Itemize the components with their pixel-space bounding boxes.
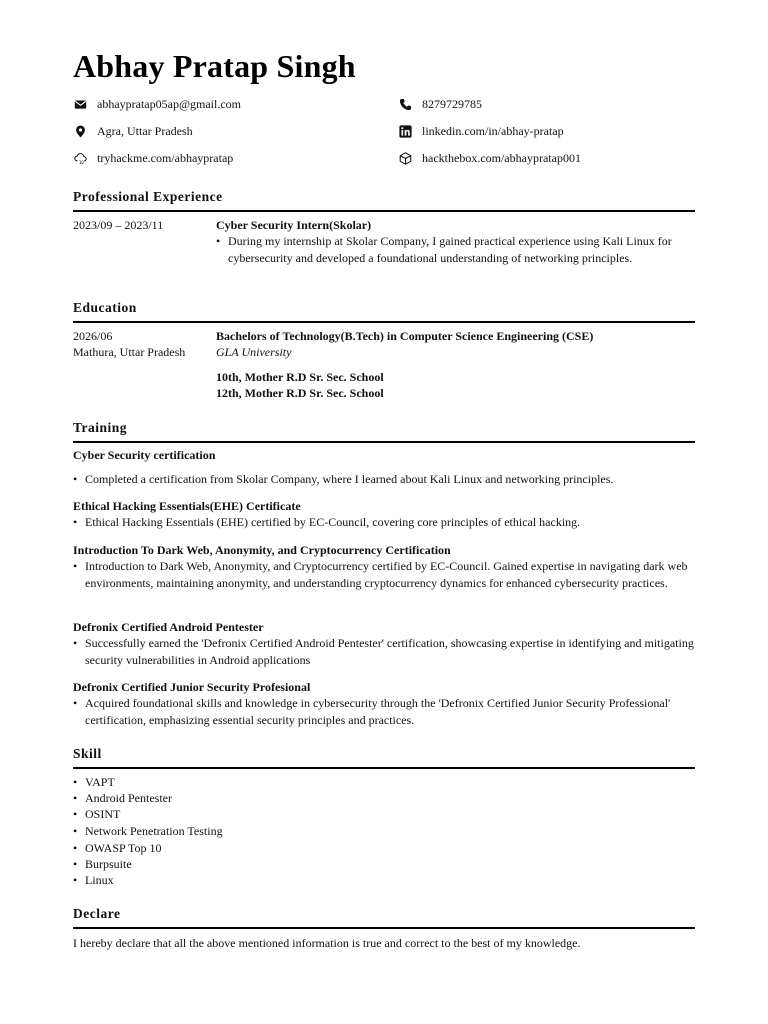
email-icon bbox=[73, 98, 87, 112]
contact-linkedin-text[interactable]: linkedin.com/in/abhay-pratap bbox=[422, 124, 564, 138]
bullet-dot: • bbox=[73, 873, 78, 887]
contact-location bbox=[73, 124, 193, 139]
bullet-dot: • bbox=[73, 559, 78, 573]
svg-text:10: 10 bbox=[78, 160, 84, 165]
bullet-dot: • bbox=[73, 824, 78, 838]
section-title-declare: Declare bbox=[73, 906, 695, 929]
bullet-dot: • bbox=[73, 775, 78, 789]
education-tenth: 10th, Mother R.D Sr. Sec. School bbox=[216, 370, 384, 384]
bullet-dot: • bbox=[73, 857, 78, 871]
skill-item bbox=[73, 856, 695, 873]
bullet-dot: • bbox=[216, 234, 221, 248]
education-place: Mathura, Uttar Pradesh bbox=[73, 345, 186, 359]
training-bullet-text: Completed a certification from Skolar Company, where I learned about Kali Linux and networking principles. bbox=[85, 472, 614, 486]
skill-item bbox=[73, 790, 695, 807]
bullet-dot: • bbox=[73, 515, 78, 529]
phone-icon bbox=[398, 98, 412, 112]
contact-linkedin bbox=[398, 124, 564, 139]
experience-bullet bbox=[216, 233, 695, 266]
skill-item-text: Linux bbox=[85, 873, 114, 887]
training-name: Cyber Security certification bbox=[73, 448, 216, 462]
training-bullet bbox=[73, 514, 695, 531]
skill-item bbox=[73, 823, 695, 840]
training-bullet-text: Acquired foundational skills and knowledge in cybersecurity through the 'Defronix Certified Junior Security Professional' certification, emphasizing essential security principles and practices. bbox=[85, 696, 671, 727]
training-bullet bbox=[73, 471, 695, 488]
bullet-dot: • bbox=[73, 696, 78, 710]
skill-item-text: OWASP Top 10 bbox=[85, 841, 162, 855]
location-icon bbox=[73, 125, 87, 139]
training-bullet bbox=[73, 635, 695, 668]
contact-tryhackme-text[interactable]: tryhackme.com/abhaypratap bbox=[97, 151, 234, 165]
skill-item-text: OSINT bbox=[85, 807, 121, 821]
bullet-dot: • bbox=[73, 841, 78, 855]
section-title-education: Education bbox=[73, 300, 695, 323]
bullet-dot: • bbox=[73, 791, 78, 805]
skill-item bbox=[73, 872, 695, 889]
section-title-experience: Professional Experience bbox=[73, 189, 695, 212]
training-bullet-text: Introduction to Dark Web, Anonymity, and Cryptocurrency certified by EC-Council. Gained expertise in navigating dark web environments, maintaining anonymity, and understanding cryptocurrency dynamics for enhanced cybersecurity practices. bbox=[85, 559, 688, 590]
contact-email-text: abhaypratap05ap@gmail.com bbox=[97, 97, 241, 111]
skill-item-text: Android Pentester bbox=[85, 791, 172, 805]
skill-item bbox=[73, 840, 695, 857]
contact-tryhackme bbox=[73, 151, 233, 166]
resume-name: Abhay Pratap Singh bbox=[73, 48, 356, 84]
training-name: Ethical Hacking Essentials(EHE) Certificate bbox=[73, 499, 301, 513]
bullet-dot: • bbox=[73, 472, 78, 486]
skill-item bbox=[73, 774, 695, 791]
skill-item-text: Network Penetration Testing bbox=[85, 824, 223, 838]
education-university: GLA University bbox=[216, 345, 292, 359]
skill-item-text: VAPT bbox=[85, 775, 115, 789]
training-bullet bbox=[73, 695, 695, 728]
experience-dates: 2023/09 – 2023/11 bbox=[73, 218, 164, 232]
education-degree: Bachelors of Technology(B.Tech) in Computer Science Engineering (CSE) bbox=[216, 329, 594, 343]
section-title-skill: Skill bbox=[73, 746, 695, 769]
contact-phone-text: 8279729785 bbox=[422, 97, 482, 111]
bullet-dot: • bbox=[73, 636, 78, 650]
bullet-dot: • bbox=[73, 807, 78, 821]
training-bullet-text: Ethical Hacking Essentials (EHE) certified by EC-Council, covering core principles of ethical hacking. bbox=[85, 515, 581, 529]
training-name: Defronix Certified Junior Security Profesional bbox=[73, 680, 311, 694]
training-name: Defronix Certified Android Pentester bbox=[73, 620, 264, 634]
education-twelfth: 12th, Mother R.D Sr. Sec. School bbox=[216, 386, 384, 400]
skill-item-text: Burpsuite bbox=[85, 857, 132, 871]
declare-text: I hereby declare that all the above mentioned information is true and correct to the best of my knowledge. bbox=[73, 936, 581, 950]
experience-bullet-text: During my internship at Skolar Company, I gained practical experience using Kali Linux for cybersecurity and developed a foundational understanding of networking principles. bbox=[228, 234, 672, 265]
contact-email bbox=[73, 97, 241, 112]
experience-role: Cyber Security Intern(Skolar) bbox=[216, 218, 372, 232]
skill-item bbox=[73, 806, 695, 823]
linkedin-icon bbox=[398, 125, 412, 139]
education-date: 2026/06 bbox=[73, 329, 113, 343]
training-bullet-text: Successfully earned the 'Defronix Certified Android Pentester' certification, showcasing expertise in identifying and mitigating security vulnerabilities in Android applications bbox=[85, 636, 694, 667]
contact-location-text: Agra, Uttar Pradesh bbox=[97, 124, 193, 138]
contact-hackthebox-text[interactable]: hackthebox.com/abhaypratap001 bbox=[422, 151, 581, 165]
contact-hackthebox bbox=[398, 151, 581, 166]
section-title-training: Training bbox=[73, 420, 695, 443]
training-name: Introduction To Dark Web, Anonymity, and Cryptocurrency Certification bbox=[73, 543, 451, 557]
contact-phone bbox=[398, 97, 482, 112]
training-bullet bbox=[73, 558, 695, 591]
cube-icon bbox=[398, 152, 412, 166]
cloud-icon bbox=[73, 152, 87, 166]
